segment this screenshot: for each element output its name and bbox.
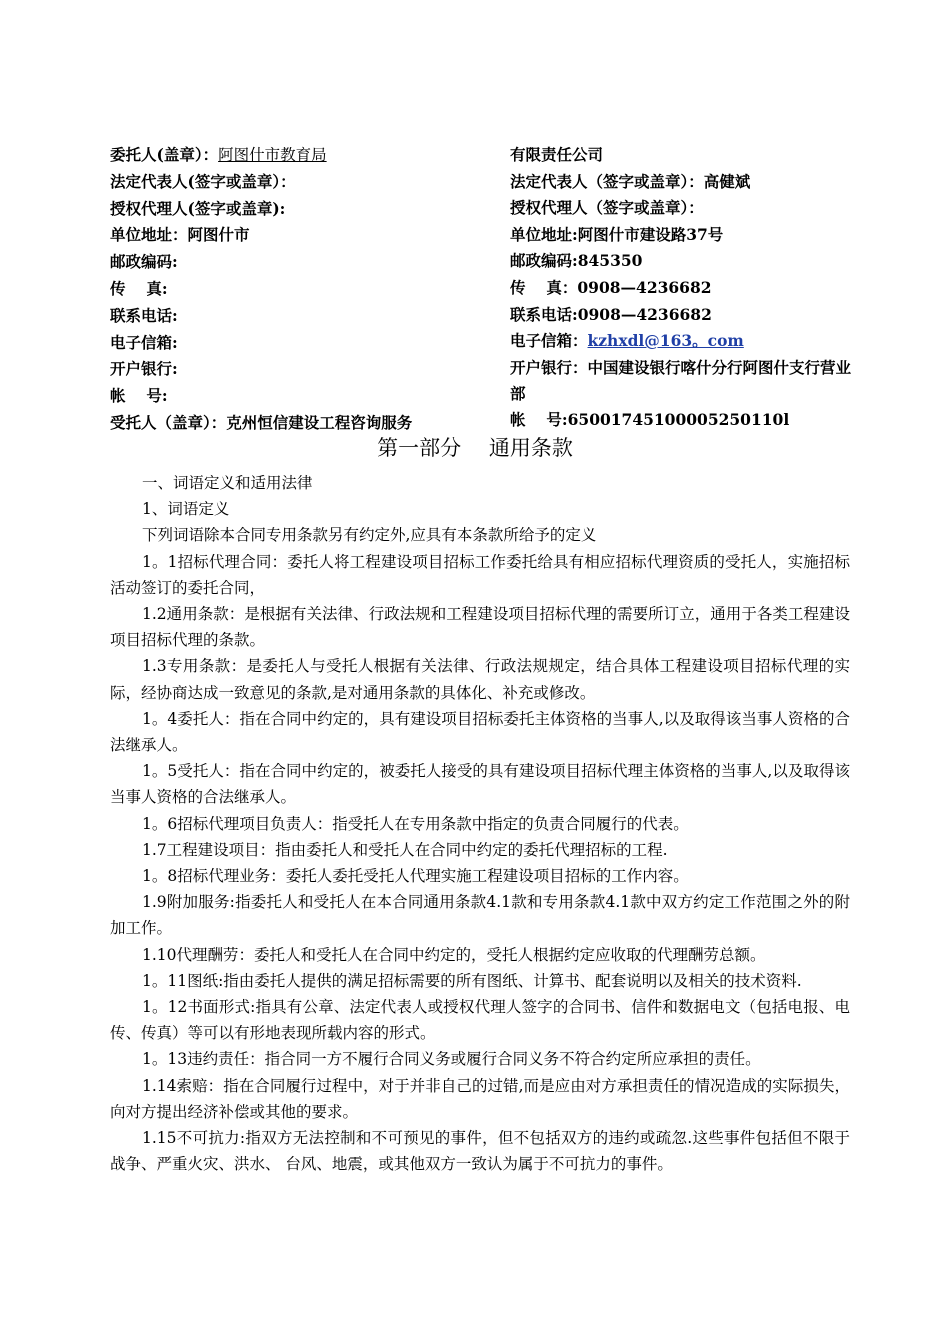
clause-paragraph: 1.3专用条款：是委托人与受托人根据有关法律、行政法规规定，结合具体工程建设项目招标代理的实际，经协商达成一致意见的条款,是对通用条款的具体化、补充或修改。	[110, 657, 850, 702]
client-phone: 联系电话:	[110, 305, 178, 325]
client-authorized-agent: 授权代理人(签字或盖章):	[110, 198, 286, 218]
client-name: 阿图什市教育局	[218, 146, 327, 164]
clause-paragraph: 1.7工程建设项目：指由委托人和受托人在合同中约定的委托代理招标的工程.	[142, 840, 668, 859]
clause-paragraph: 1。1招标代理合同：委托人将工程建设项目招标工作委托给具有相应招标代理资质的受托人，实施招标活动签订的委托合同，	[110, 552, 850, 597]
trustee-postcode: 邮政编码:845350	[510, 251, 643, 271]
trustee-legal-rep: 法定代表人（签字或盖章）：高健斌	[510, 171, 751, 191]
trustee-bank: 开户银行：中国建设银行喀什分行阿图什支行营业部	[510, 357, 852, 403]
client-fax: 传 真:	[110, 278, 168, 298]
trustee-name: 受托人（盖章）：克州恒信建设工程咨询服务	[110, 412, 413, 432]
trustee-account: 帐 号:65001745100005250110l	[510, 409, 790, 429]
client-bank: 开户银行:	[110, 359, 178, 379]
client-postcode: 邮政编码:	[110, 252, 178, 272]
trustee-address: 单位地址:阿图什市建设路37号	[510, 224, 724, 244]
trustee-email-link[interactable]: kzhxdl@163。com	[587, 331, 744, 351]
client-line	[110, 142, 490, 169]
clause-paragraph: 1.10代理酬劳：委托人和受托人在合同中约定的，受托人根据约定应收取的代理酬劳总额。	[142, 945, 766, 964]
trustee-authorized-agent: 授权代理人（签字或盖章）：	[510, 198, 704, 218]
clause-paragraph: 1。11图纸:指由委托人提供的满足招标需要的所有图纸、计算书、配套说明以及相关的技术资料.	[142, 971, 802, 990]
client-info-block	[110, 142, 490, 437]
clause-paragraph: 1。6招标代理项目负责人：指受托人在专用条款中指定的负责合同履行的代表。	[142, 814, 689, 833]
section-title: 第一部分 通用条款	[377, 436, 573, 460]
clause-intro: 下列词语除本合同专用条款另有约定外,应具有本条款所给予的定义	[142, 526, 597, 545]
clause-paragraph: 1.2通用条款：是根据有关法律、行政法规和工程建设项目招标代理的需要所订立，通用于各类工程建设项目招标代理的条款。	[110, 605, 850, 650]
clause-paragraph: 1.9附加服务:指委托人和受托人在本合同通用条款4.1款和专用条款4.1款中双方约定工作范围之外的附加工作。	[110, 893, 850, 938]
clause-text	[110, 470, 850, 1177]
client-email: 电子信箱:	[110, 332, 178, 352]
clause-subheading: 1、词语定义	[142, 500, 230, 519]
clause-paragraph: 1。8招标代理业务：委托人委托受托人代理实施工程建设项目招标的工作内容。	[142, 867, 689, 886]
trustee-company-suffix: 有限责任公司	[510, 145, 604, 164]
trustee-fax: 传 真：0908—4236682	[510, 277, 712, 297]
client-legal-rep: 法定代表人(签字或盖章）：	[110, 171, 296, 191]
clause-paragraph: 1。4委托人：指在合同中约定的，具有建设项目招标委托主体资格的当事人,以及取得该当事人资格的合法继承人。	[110, 709, 850, 755]
clause-paragraph: 1。5受托人：指在合同中约定的，被委托人接受的具有建设项目招标代理主体资格的当事人,以及取得该当事人资格的合法继承人。	[110, 762, 850, 807]
clause-paragraph: 1.15不可抗力:指双方无法控制和不可预见的事件，但不包括双方的违约或疏忽.这些事件包括但不限于战争、严重火灾、洪水、 台风、地震，或其他双方一致认为属于不可抗力的事件。	[110, 1129, 850, 1174]
trustee-email-label: 电子信箱：	[510, 331, 588, 351]
client-label: 委托人(盖章）：	[110, 145, 219, 164]
trustee-phone: 联系电话:0908—4236682	[510, 304, 712, 324]
trustee-info-block	[510, 142, 860, 433]
clause-paragraph: 1。12书面形式:指具有公章、法定代表人或授权代理人签字的合同书、信件和数据电文（包括电报、电传、传真）等可以有形地表现所载内容的形式。	[110, 998, 850, 1043]
clause-heading: 一、词语定义和适用法律	[142, 474, 313, 492]
client-address: 单位地址：阿图什市	[110, 225, 250, 245]
clause-paragraph: 1.14索赔：指在合同履行过程中，对于并非自己的过错,而是应由对方承担责任的情况造成的实际损失， 向对方提出经济补偿或其他的要求。	[110, 1076, 850, 1121]
client-account: 帐 号:	[110, 386, 168, 406]
trustee-email-line	[510, 328, 860, 355]
clause-paragraph: 1。13违约责任：指合同一方不履行合同义务或履行合同义务不符合约定所应承担的责任。	[142, 1050, 761, 1069]
